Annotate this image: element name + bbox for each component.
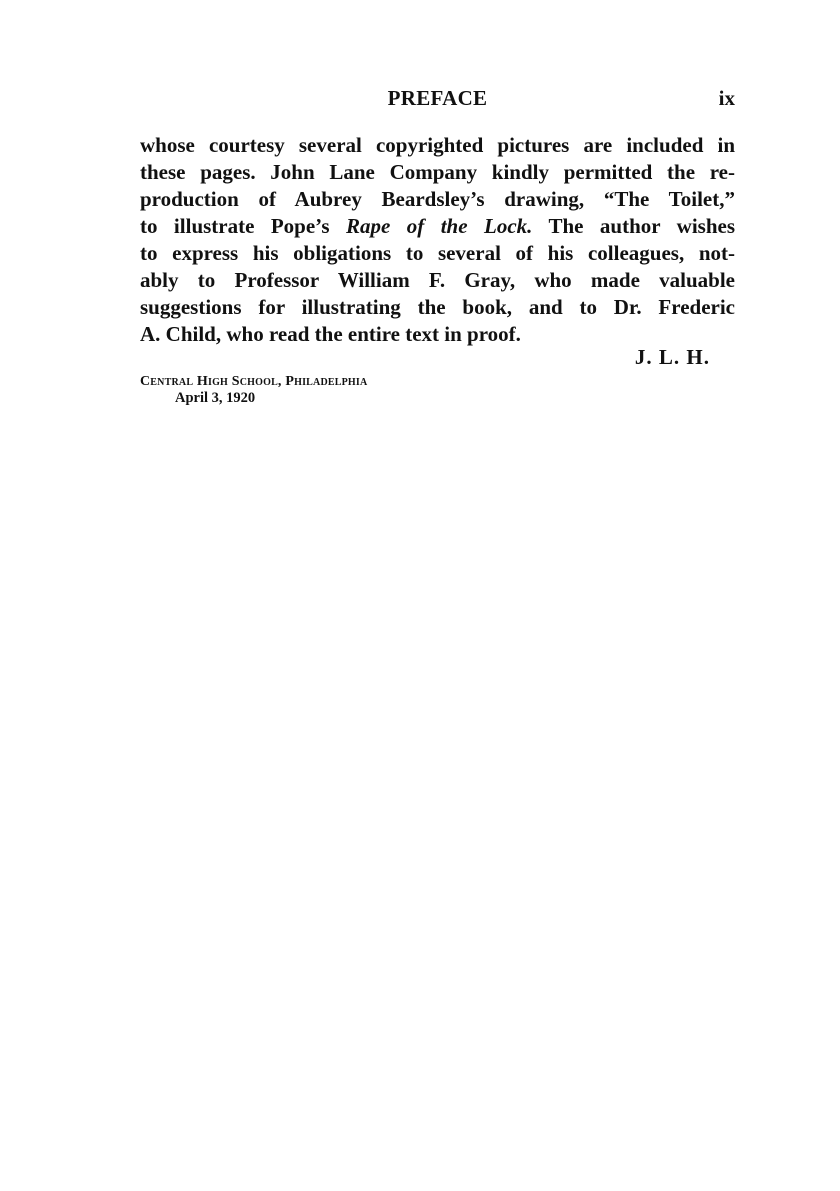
text-segment: to illustrate Pope’s xyxy=(140,214,347,238)
place-line: Central High School, Philadelphia xyxy=(140,374,368,389)
italic-title: Rape of the Lock. xyxy=(346,214,533,238)
preface-paragraph xyxy=(140,132,735,348)
text-line: to express his obligations to several of his colleagues, not- xyxy=(140,241,735,265)
text-line: these pages. John Lane Company kindly permitted the re- xyxy=(140,160,735,184)
text-line xyxy=(140,213,735,240)
text-line: suggestions for illustrating the book, and to Dr. Frederic xyxy=(140,295,735,319)
text-line: A. Child, who read the entire text in proof. xyxy=(140,322,521,346)
running-head xyxy=(140,86,735,116)
text-segment: The author wishes xyxy=(532,214,735,238)
text-line: production of Aubrey Beardsley’s drawing, “The Toilet,” xyxy=(140,187,735,211)
text-line: ably to Professor William F. Gray, who made valuable xyxy=(140,268,735,292)
author-initials: J. L. H. xyxy=(634,345,710,369)
page-number: ix xyxy=(718,86,735,110)
date-line: April 3, 1920 xyxy=(175,390,256,406)
running-title: PREFACE xyxy=(387,86,488,110)
text-line: whose courtesy several copyrighted pictures are included in xyxy=(140,133,735,157)
